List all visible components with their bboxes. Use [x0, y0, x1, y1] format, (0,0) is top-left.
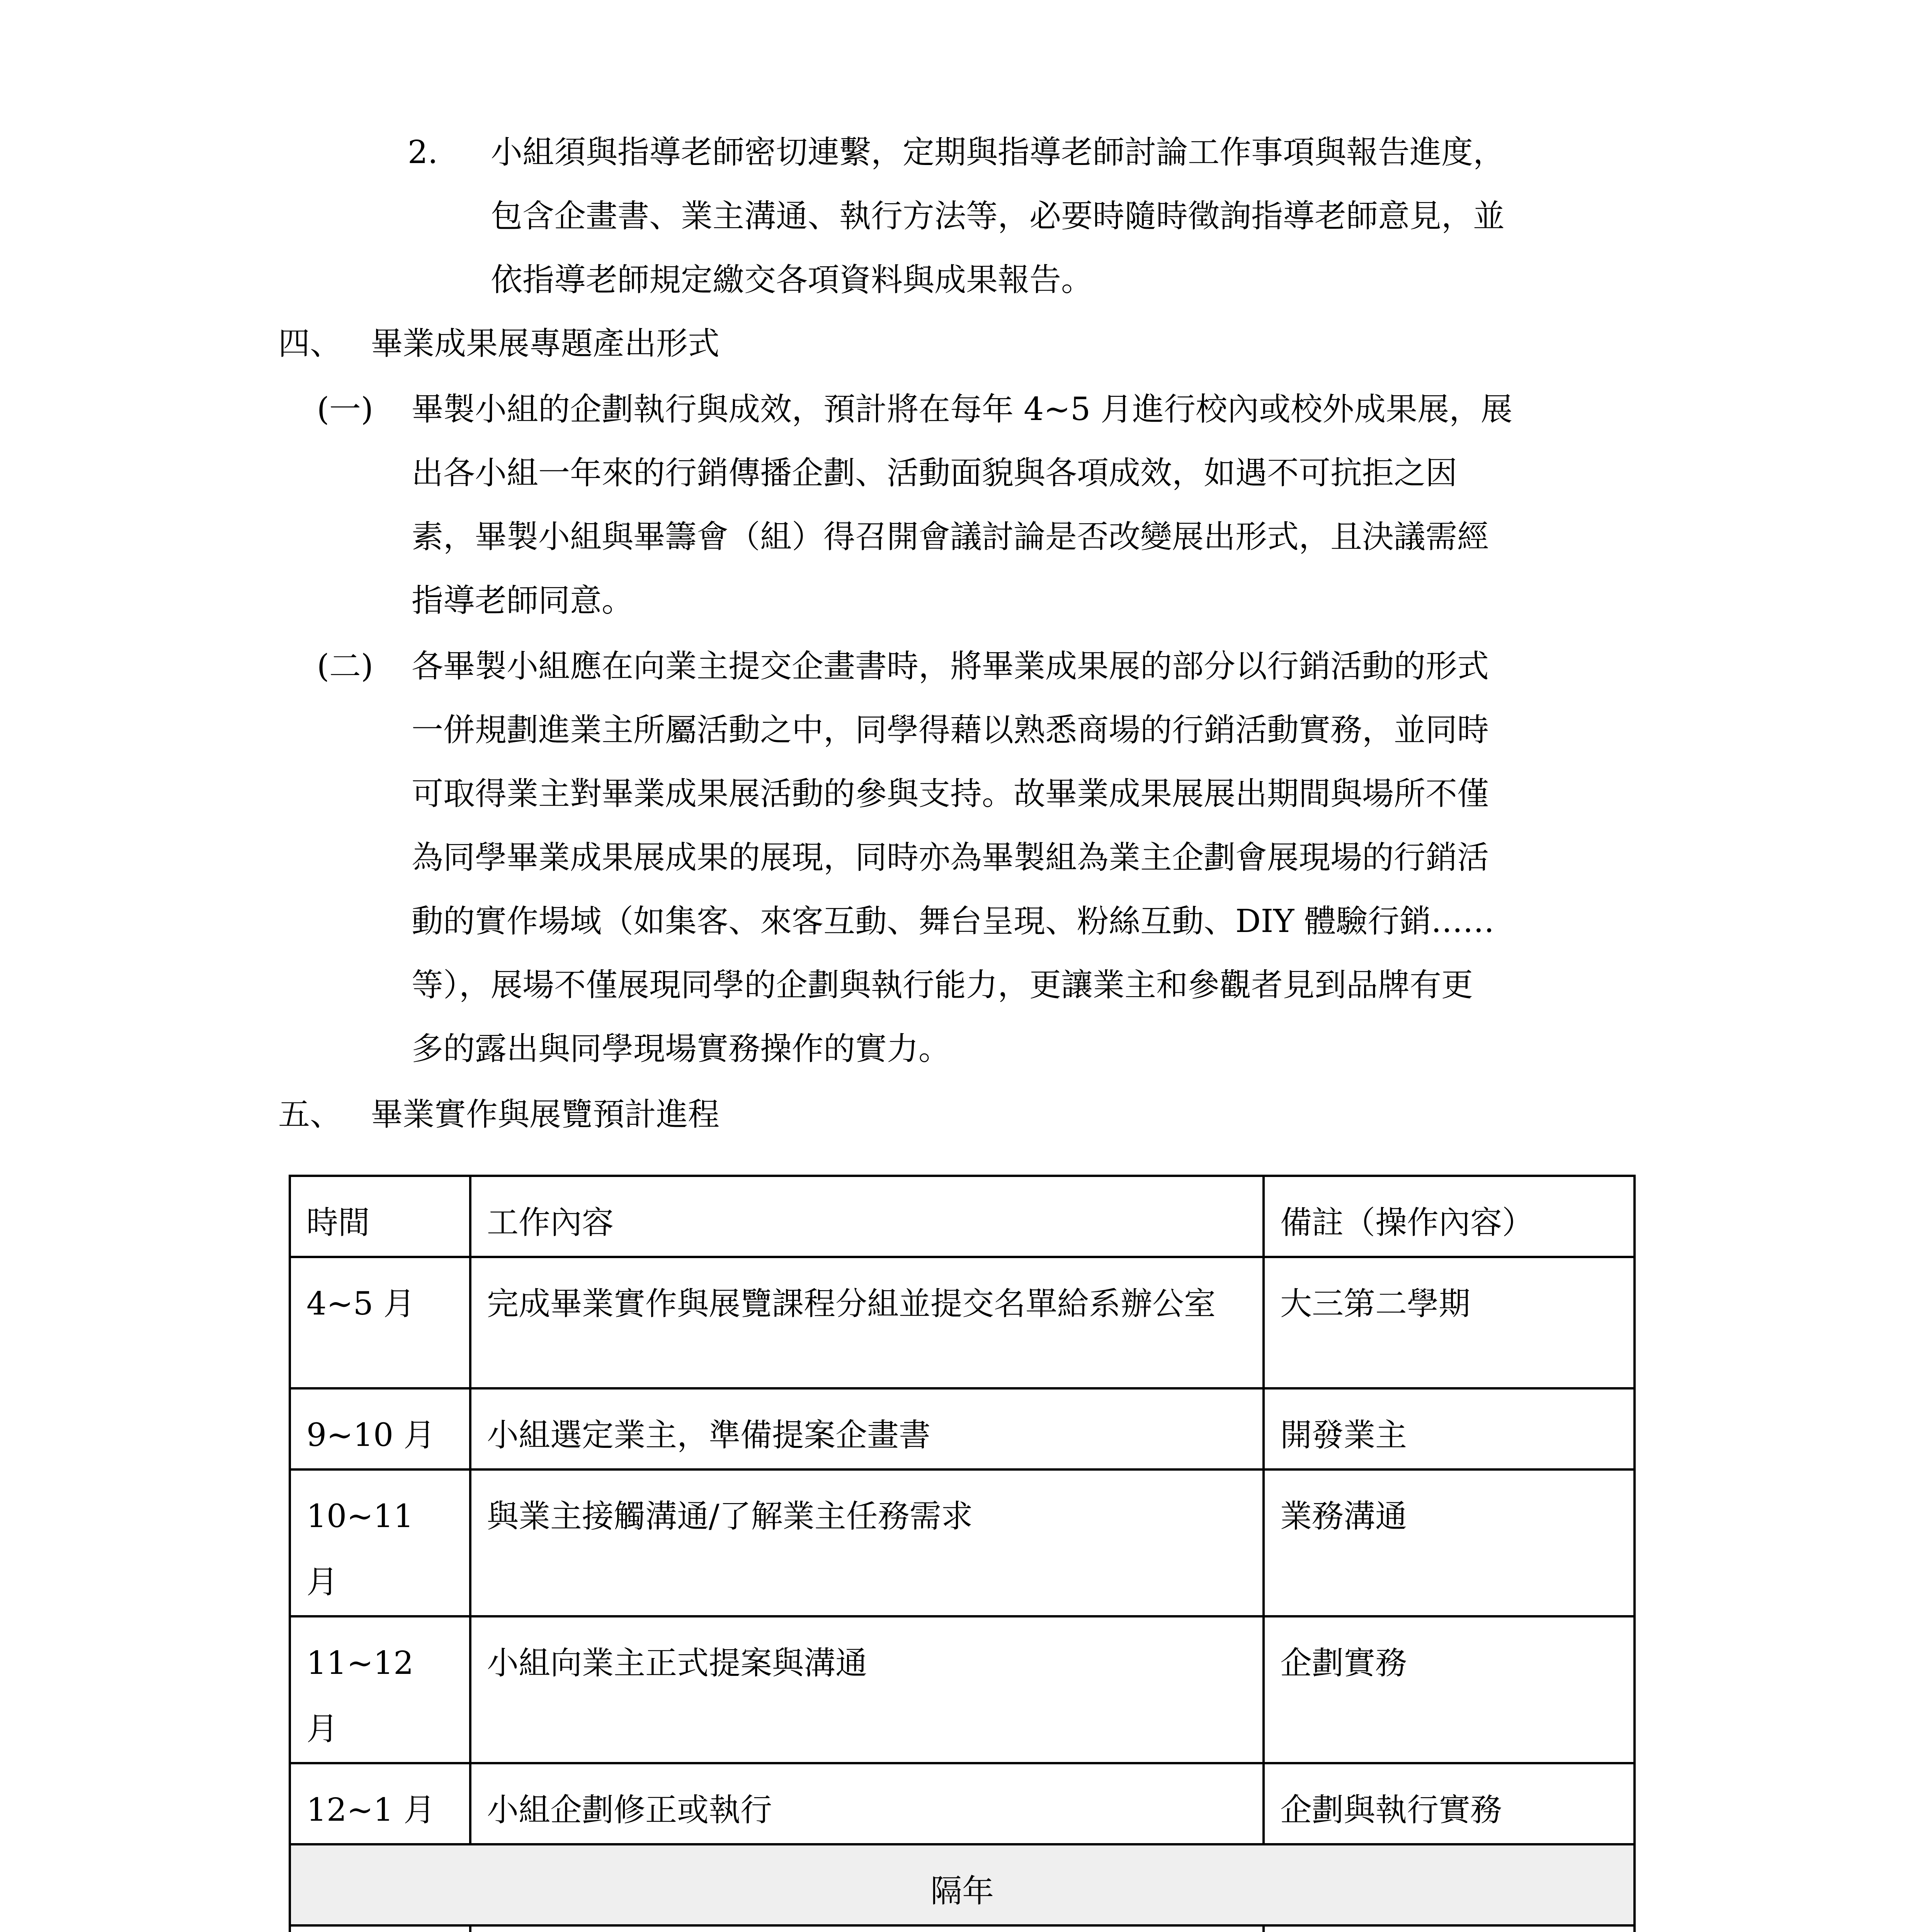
paragraph-line: 各畢製小組應在向業主提交企畫書時，將畢業成果展的部分以行銷活動的形式	[412, 648, 1489, 685]
paragraph-number: (二)	[317, 648, 373, 685]
item-number: 2.	[408, 134, 438, 171]
paragraph-line: 等），展場不僅展現同學的企劃與執行能力，更讓業主和參觀者見到品牌有更	[412, 967, 1473, 1003]
remark-cell: 業務溝通	[1264, 1469, 1635, 1616]
paragraph-line: 出各小組一年來的行銷傳播企劃、活動面貌與各項成效，如遇不可抗拒之因	[412, 455, 1458, 492]
table-row	[290, 1388, 1635, 1469]
paragraph-line: 動的實作場域（如集客、來客互動、舞台呈現、粉絲互動、DIY 體驗行銷……	[412, 903, 1495, 940]
table-row	[290, 1257, 1635, 1388]
remark-cell: 大三第二學期	[1264, 1257, 1635, 1388]
paragraph-line: 一併規劃進業主所屬活動之中，同學得藉以熟悉商場的行銷活動實務，並同時	[412, 712, 1489, 748]
paragraph-line: 依指導老師規定繳交各項資料與成果報告。	[491, 262, 1093, 298]
paragraph-line: 指導老師同意。	[412, 582, 634, 619]
paragraph-line: 多的露出與同學現場實務操作的實力。	[412, 1031, 951, 1067]
time-cell: 10~11 月	[290, 1469, 470, 1616]
content-cell	[470, 1925, 1264, 1932]
year-divider-cell: 隔年	[290, 1844, 1635, 1925]
remark-cell: 企劃實務	[1264, 1616, 1635, 1763]
content-cell: 小組向業主正式提案與溝通	[470, 1616, 1264, 1763]
paragraph-line: 畢製小組的企劃執行與成效，預計將在每年 4~5 月進行校內或校外成果展，展	[412, 391, 1513, 428]
paragraph-number: (一)	[317, 391, 373, 428]
section-heading: 畢業成果展專題產出形式	[371, 325, 720, 362]
table-row	[290, 1469, 1635, 1616]
section-heading: 畢業實作與展覽預計進程	[371, 1096, 720, 1133]
section-heading-number: 五、	[278, 1096, 342, 1133]
schedule-table	[289, 1175, 1636, 1932]
paragraph-line: 為同學畢業成果展成果的展現，同時亦為畢製組為業主企劃會展現場的行銷活	[412, 839, 1489, 876]
time-cell: 11~12 月	[290, 1616, 470, 1763]
content-cell: 小組選定業主，準備提案企畫書	[470, 1388, 1264, 1469]
header-cell: 備註（操作內容）	[1264, 1176, 1635, 1257]
paragraph-line: 小組須與指導老師密切連繫，定期與指導老師討論工作事項與報告進度，	[491, 134, 1505, 171]
table-row	[290, 1925, 1635, 1932]
content-cell: 小組企劃修正或執行	[470, 1763, 1264, 1844]
table-divider-row	[290, 1844, 1635, 1925]
paragraph-line: 可取得業主對畢業成果展活動的參與支持。故畢業成果展展出期間與場所不僅	[412, 776, 1489, 812]
section-heading-number: 四、	[278, 325, 342, 362]
table-row	[290, 1763, 1635, 1844]
paragraph-line: 素，畢製小組與畢籌會（組）得召開會議討論是否改變展出形式，且決議需經	[412, 519, 1489, 555]
table-header-row	[290, 1176, 1635, 1257]
table-row	[290, 1616, 1635, 1763]
header-cell: 工作內容	[470, 1176, 1264, 1257]
time-cell	[290, 1925, 470, 1932]
time-cell: 12~1 月	[290, 1763, 470, 1844]
time-cell: 9~10 月	[290, 1388, 470, 1469]
paragraph-line: 包含企畫書、業主溝通、執行方法等，必要時隨時徵詢指導老師意見，並	[491, 198, 1505, 235]
header-cell: 時間	[290, 1176, 470, 1257]
time-cell: 4~5 月	[290, 1257, 470, 1388]
remark-cell	[1264, 1925, 1635, 1932]
content-cell: 完成畢業實作與展覽課程分組並提交名單給系辦公室	[470, 1257, 1264, 1388]
content-cell: 與業主接觸溝通/了解業主任務需求	[470, 1469, 1264, 1616]
remark-cell: 開發業主	[1264, 1388, 1635, 1469]
remark-cell: 企劃與執行實務	[1264, 1763, 1635, 1844]
